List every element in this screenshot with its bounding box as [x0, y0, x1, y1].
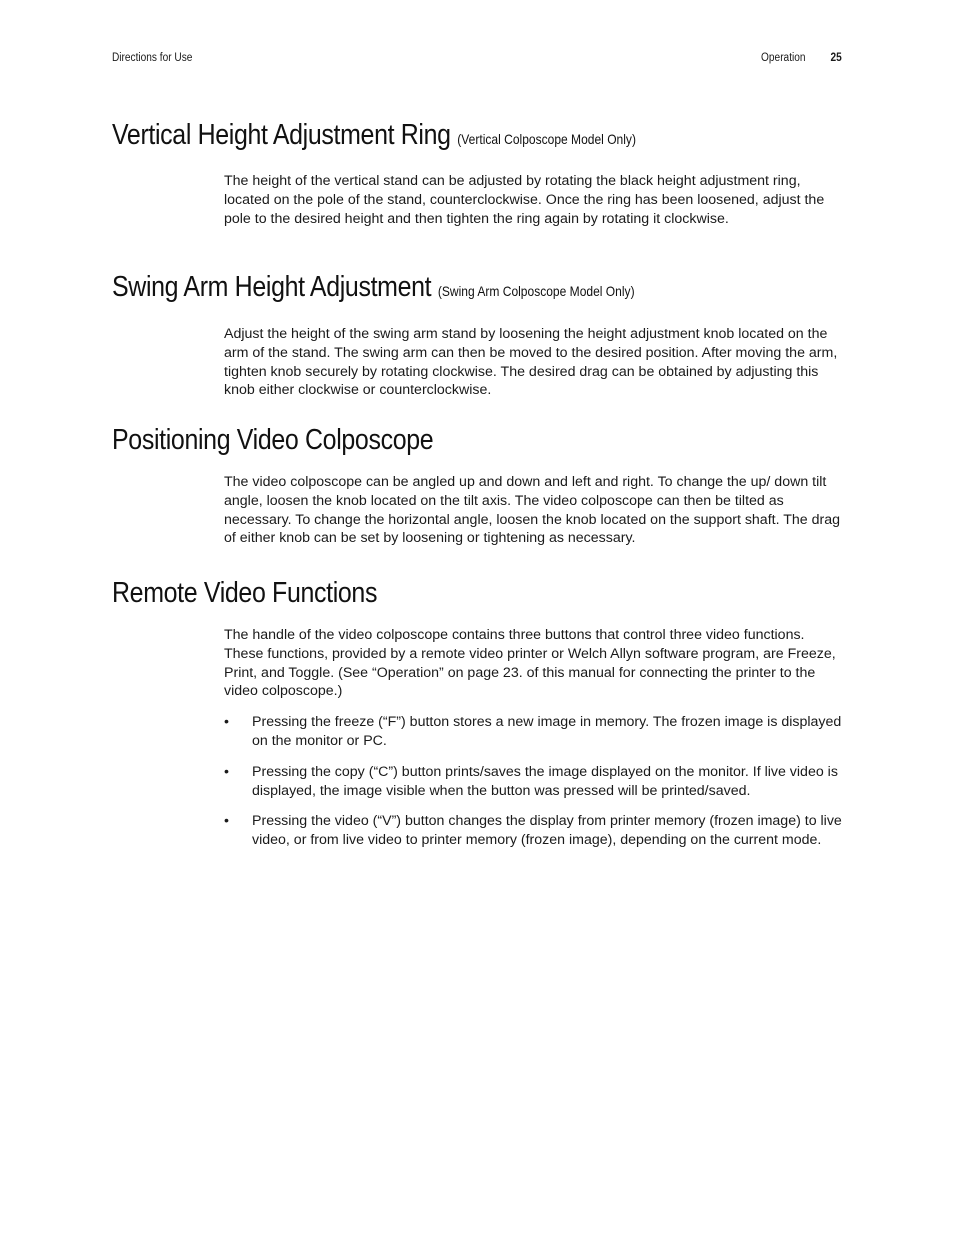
document-title: Directions for Use [112, 52, 193, 64]
header-right [755, 52, 842, 64]
bullet-symbol: • [224, 763, 229, 780]
heading-qualifier: (Vertical Colposcope Model Only) [457, 131, 636, 147]
section-remote-video [112, 576, 847, 850]
list-item [224, 713, 844, 751]
section-heading [112, 118, 744, 156]
bullet-symbol: • [224, 813, 229, 830]
section-body: Adjust the height of the swing arm stand by loosening the height adjustment knob located on the arm of the stand. The swing arm can then be moved to the desired position. After moving the arm, tighten knob securely by rotating clockwise. The desired drag can be obtained by adjusting this knob either clockwise or counterclockwise. [224, 326, 838, 399]
section-swing-arm [112, 270, 847, 400]
section-body: The handle of the video colposcope contains three buttons that control three video functions. These functions, provided by a remote video printer or Welch Allyn software program, are Freeze, Print, and Toggle. (See “Operation” on page 23. of this manual for connecting the printer to the video colposcope.) [224, 627, 836, 700]
bullet-symbol: • [224, 714, 229, 731]
list-item-text: Pressing the video (“V”) button changes the display from printer memory (frozen image) to live video, or from live video to printer memory (frozen image), depending on the current mode. [252, 813, 842, 849]
bullet-list [224, 713, 844, 850]
heading-text: Swing Arm Height Adjustment [112, 271, 432, 303]
heading-text: Positioning Video Colposcope [112, 424, 434, 456]
page-number: 25 [830, 52, 842, 64]
list-item [224, 763, 844, 801]
heading-text: Remote Video Functions [112, 577, 378, 609]
heading-text: Vertical Height Adjustment Ring [112, 119, 451, 151]
page-header [112, 52, 842, 70]
section-positioning [112, 423, 847, 548]
section-heading [112, 576, 744, 610]
section-body: The video colposcope can be angled up and down and left and right. To change the up/ down tilt angle, loosen the knob located on the tilt axis. The video colposcope can then be tilted as necessary. To change the horizontal angle, loosen the knob located on the support shaft. The drag of either knob can be set by loosening or tightening as necessary. [224, 474, 840, 547]
section-heading [112, 270, 744, 308]
section-vertical-height [112, 118, 847, 228]
list-item-text: Pressing the copy (“C”) button prints/saves the image displayed on the monitor. If live video is displayed, the image visible when the button was pressed will be printed/saved. [252, 763, 838, 799]
section-name: Operation [761, 52, 806, 64]
section-body: The height of the vertical stand can be adjusted by rotating the black height adjustment ring, located on the pole of the stand, counterclockwise. Once the ring has been loosened, adjust the pole to the desired height and then tighten the ring again by rotating it clockwise. [224, 173, 825, 227]
list-item [224, 812, 844, 850]
section-heading [112, 423, 744, 457]
list-item-text: Pressing the freeze (“F”) button stores a new image in memory. The frozen image is displayed on the monitor or PC. [252, 714, 842, 749]
heading-qualifier: (Swing Arm Colposcope Model Only) [437, 283, 635, 299]
